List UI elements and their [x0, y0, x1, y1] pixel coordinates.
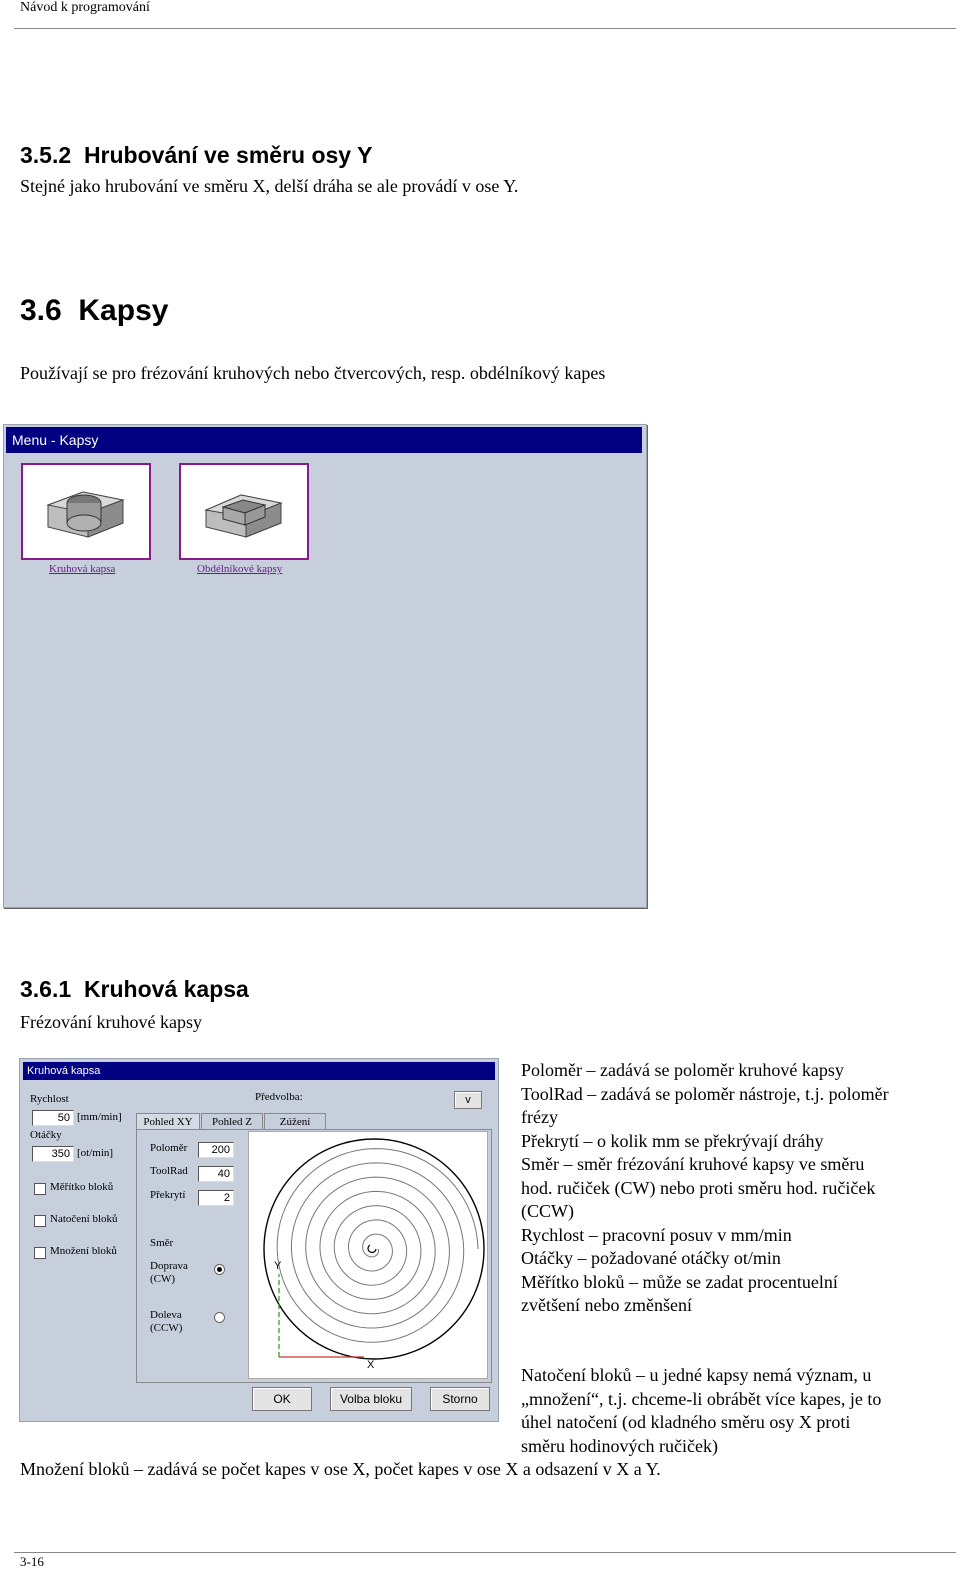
section-heading-3-6-1: [20, 976, 249, 1003]
desc-line: Natočení bloků – u jedné kapsy nemá význam, u: [521, 1365, 872, 1385]
section-number: 3.6: [20, 294, 62, 327]
running-header: Návod k programování: [20, 0, 150, 15]
tab-view-xy[interactable]: Pohled XY: [136, 1113, 200, 1130]
rpm-unit: [ot/min]: [77, 1147, 114, 1159]
overlap-field[interactable]: 2: [198, 1190, 234, 1206]
preview-canvas: [248, 1131, 488, 1379]
desc-line: Směr – směr frézování kruhové kapsy ve směru: [521, 1154, 865, 1174]
ccw-radio[interactable]: [214, 1312, 225, 1323]
tab-view-z[interactable]: Pohled Z: [201, 1113, 263, 1130]
section-text: Frézování kruhové kapsy: [20, 1012, 202, 1032]
speed-field[interactable]: 50: [32, 1110, 74, 1126]
axis-y-label: Y: [274, 1260, 282, 1272]
ccw-sub: (CCW): [150, 1322, 183, 1334]
overlap-label: Překrytí: [150, 1189, 186, 1201]
radius-field[interactable]: 200: [198, 1142, 234, 1158]
desc-line: zvětšení nebo změnšení: [521, 1295, 692, 1315]
cancel-button[interactable]: Storno: [430, 1387, 490, 1411]
footer-rule: [14, 1552, 956, 1553]
ccw-label: Doleva: [150, 1309, 182, 1321]
ok-button[interactable]: OK: [252, 1387, 312, 1411]
section-heading-3-5-2: [20, 142, 372, 169]
desc-line: Poloměr – zadává se poloměr kruhové kapsy: [521, 1060, 844, 1080]
block-multiply-label: Množení bloků: [50, 1245, 117, 1257]
desc-line: (CCW): [521, 1201, 574, 1221]
desc-line: směru hodinových ručiček): [521, 1435, 718, 1456]
speed-label: Rychlost: [30, 1093, 69, 1105]
rpm-label: Otáčky: [30, 1129, 62, 1141]
rectangular-pocket-card[interactable]: [179, 463, 309, 560]
desc-line: Otáčky – požadované otáčky ot/min: [521, 1248, 781, 1268]
cw-label: Doprava: [150, 1260, 188, 1272]
block-select-button[interactable]: Volba bloku: [330, 1387, 412, 1411]
radius-label: Poloměr: [150, 1142, 188, 1154]
desc-line: Překrytí – o kolik mm se překrývají dráhy: [521, 1130, 824, 1151]
menu-window: [3, 424, 647, 908]
section-number: 3.5.2: [20, 142, 72, 168]
block-rotation-label: Natočení bloků: [50, 1213, 118, 1225]
cw-radio[interactable]: [214, 1264, 225, 1275]
section-text: Stejné jako hrubování ve směru X, delší dráha se ale provádí v ose Y.: [20, 176, 519, 196]
section-title: Hrubování ve směru osy Y: [83, 142, 373, 168]
section-title: Kruhová kapsa: [83, 976, 249, 1002]
rectangular-pocket-icon: [181, 465, 307, 558]
desc-line: hod. ručiček (CW) nebo proti směru hod. ručiček: [521, 1177, 876, 1198]
axis-x-label: X: [367, 1359, 375, 1371]
circular-pocket-link[interactable]: Kruhová kapsa: [49, 563, 116, 575]
block-scale-label: Měřítko bloků: [50, 1181, 114, 1193]
circular-pocket-icon: [23, 465, 149, 558]
parameter-descriptions: [521, 1059, 951, 1318]
desc-line: ToolRad – zadává se poloměr nástroje, t.j. poloměr: [521, 1083, 889, 1104]
header-rule: [14, 28, 956, 29]
direction-label: Směr: [150, 1237, 174, 1249]
tab-taper[interactable]: Zúžení: [264, 1113, 326, 1130]
circular-pocket-dialog: [19, 1058, 499, 1422]
block-rotation-checkbox[interactable]: [34, 1215, 46, 1227]
multiply-description: Množení bloků – zadává se počet kapes v ose X, počet kapes v ose X a odsazení v X a Y.: [20, 1459, 661, 1479]
window-title: Menu - Kapsy: [6, 427, 642, 453]
circular-pocket-card[interactable]: [21, 463, 151, 560]
desc-line: Měřítko bloků – může se zadat procentuelní: [521, 1271, 838, 1292]
dialog-title: Kruhová kapsa: [23, 1062, 495, 1080]
block-multiply-checkbox[interactable]: [34, 1247, 46, 1259]
toolrad-label: ToolRad: [150, 1165, 188, 1177]
speed-unit: [mm/min]: [77, 1111, 122, 1123]
rpm-field[interactable]: 350: [32, 1146, 74, 1162]
section-heading-3-6: [20, 294, 168, 328]
cw-sub: (CW): [150, 1273, 176, 1285]
page-number: 3-16: [20, 1554, 44, 1569]
rectangular-pocket-link[interactable]: Obdélníkové kapsy: [197, 563, 283, 575]
spiral-toolpath-diagram: [249, 1132, 487, 1378]
section-number: 3.6.1: [20, 976, 72, 1002]
block-scale-checkbox[interactable]: [34, 1183, 46, 1195]
preset-dropdown-button[interactable]: v: [454, 1091, 482, 1109]
desc-line: úhel natočení (od kladného směru osy X proti: [521, 1412, 851, 1432]
toolrad-field[interactable]: 40: [198, 1166, 234, 1182]
rotation-description: [521, 1364, 951, 1458]
preset-label: Předvolba:: [255, 1091, 303, 1103]
desc-line: Rychlost – pracovní posuv v mm/min: [521, 1224, 792, 1245]
desc-line: „množení“, t.j. chceme-li obrábět více kapes, je to: [521, 1388, 882, 1409]
desc-line: frézy: [521, 1107, 558, 1127]
section-title: Kapsy: [78, 294, 169, 327]
section-text: Používají se pro frézování kruhových nebo čtvercových, resp. obdélníkový kapes: [20, 363, 606, 383]
